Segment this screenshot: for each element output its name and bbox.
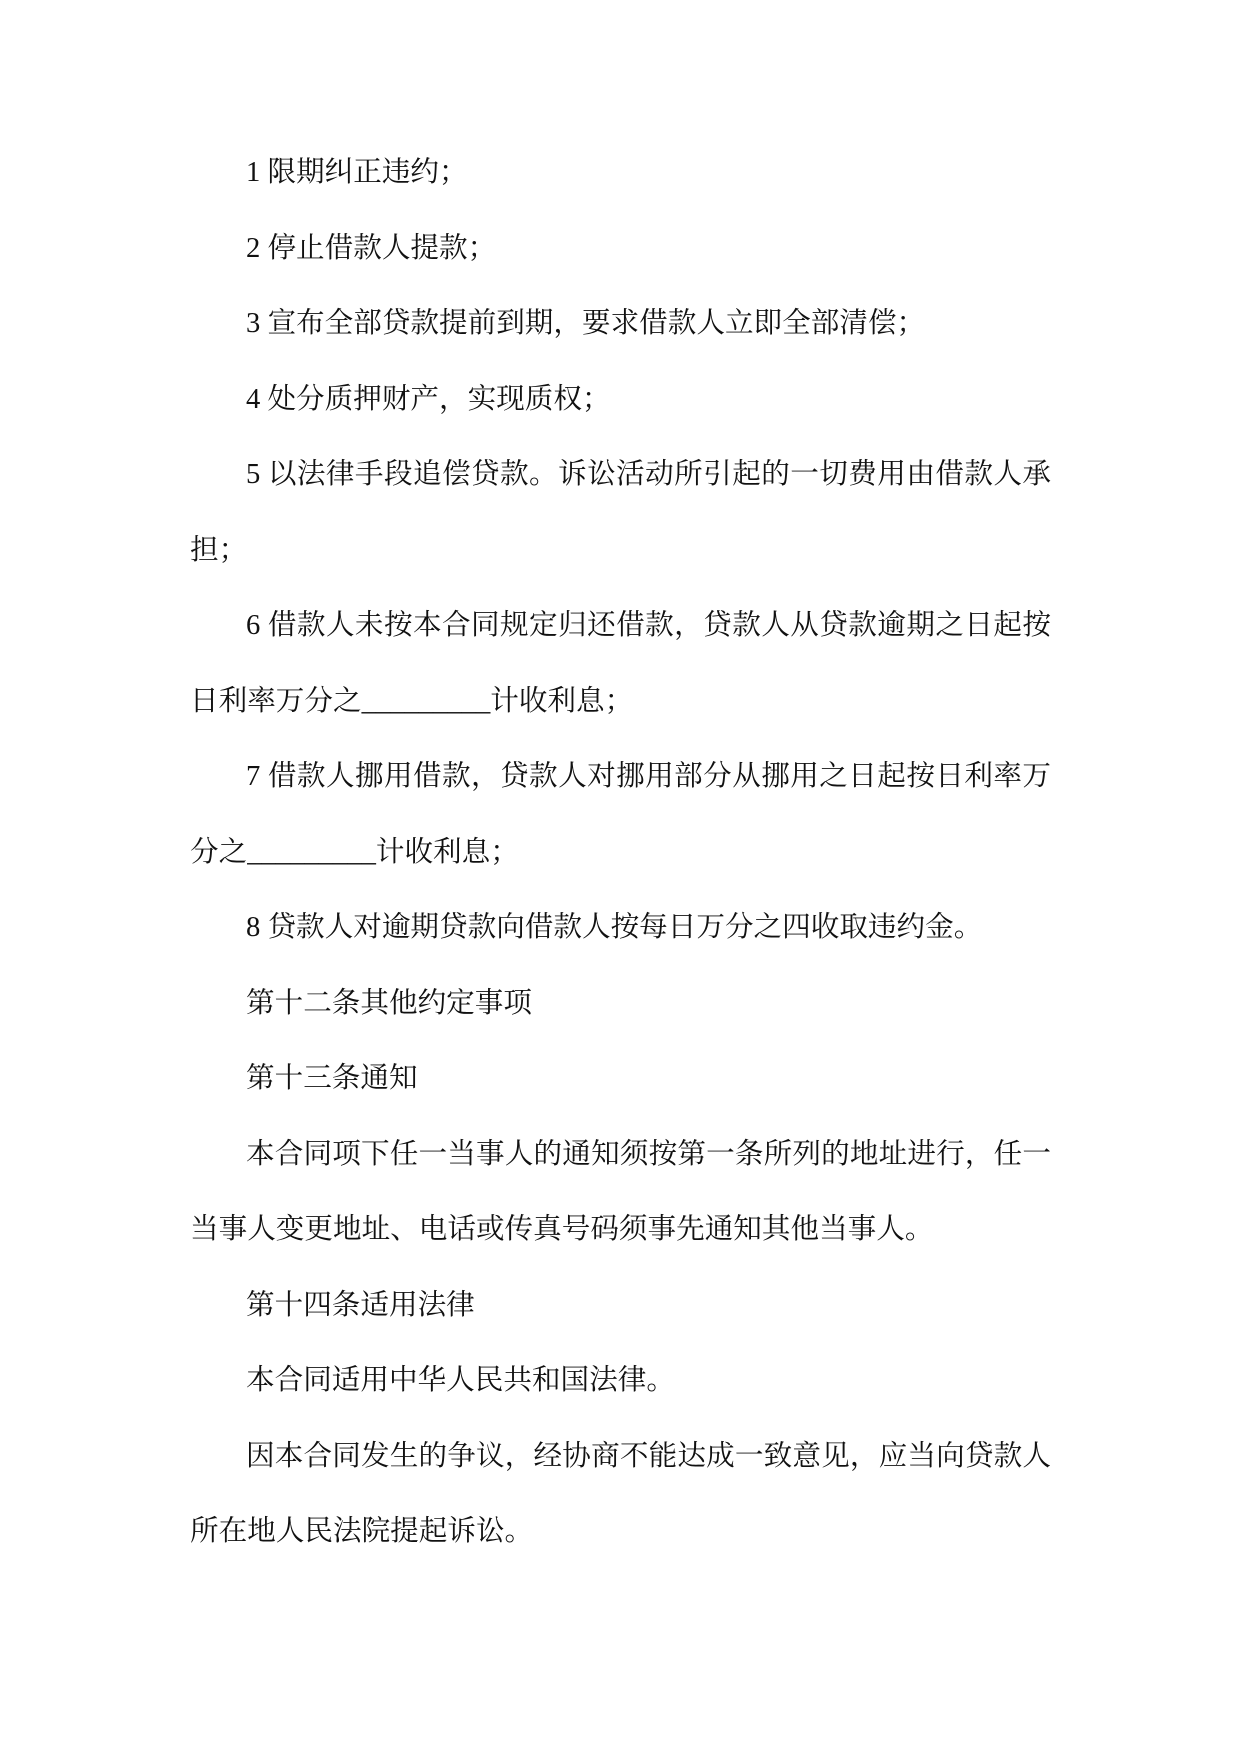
paragraph-line: 本合同项下任一当事人的通知须按第一条所列的地址进行，任一 (246, 1138, 1051, 1170)
remedy-item-5 (190, 437, 1051, 588)
article-heading: 第十四条适用法律 (246, 1289, 475, 1321)
document-body (190, 135, 1051, 1570)
remedy-item-3 (190, 286, 1051, 362)
article-14-heading (190, 1268, 1051, 1344)
paragraph-line-with-blank: 日利率万分之_________计收利息； (190, 685, 634, 717)
remedy-item-1 (190, 135, 1051, 211)
paragraph-line: 6 借款人未按本合同规定归还借款，贷款人从贷款逾期之日起按 (246, 610, 1051, 641)
article-heading: 第十三条通知 (246, 1063, 418, 1094)
paragraph-line: 3 宣布全部贷款提前到期，要求借款人立即全部清偿； (246, 308, 926, 339)
remedy-item-7 (190, 739, 1051, 890)
dispute-resolution-clause (190, 1419, 1051, 1570)
paragraph-line: 本合同适用中华人民共和国法律。 (246, 1365, 675, 1396)
paragraph-line: 担； (190, 534, 248, 566)
remedy-item-4 (190, 362, 1051, 438)
notice-clause (190, 1117, 1051, 1268)
paragraph-line: 8 贷款人对逾期贷款向借款人按每日万分之四收取违约金。 (246, 912, 983, 943)
governing-law-clause (190, 1343, 1051, 1419)
paragraph-line: 因本合同发生的争议，经协商不能达成一致意见，应当向贷款人 (246, 1440, 1051, 1472)
article-12-heading (190, 966, 1051, 1042)
remedy-item-6 (190, 588, 1051, 739)
article-13-heading (190, 1041, 1051, 1117)
article-heading: 第十二条其他约定事项 (246, 987, 532, 1019)
paragraph-line-with-blank: 分之_________计收利息； (190, 836, 519, 868)
paragraph-line: 所在地人民法院提起诉讼。 (190, 1516, 534, 1547)
remedy-item-2 (190, 211, 1051, 287)
paragraph-line: 1 限期纠正违约； (246, 157, 468, 188)
paragraph-line: 7 借款人挪用借款，贷款人对挪用部分从挪用之日起按日利率万 (246, 761, 1051, 792)
paragraph-line: 5 以法律手段追偿贷款。诉讼活动所引起的一切费用由借款人承 (246, 459, 1051, 490)
paragraph-line: 4 处分质押财产，实现质权； (246, 383, 611, 415)
paragraph-line: 2 停止借款人提款； (246, 232, 497, 264)
paragraph-line: 当事人变更地址、电话或传真号码须事先通知其他当事人。 (190, 1214, 934, 1245)
remedy-item-8 (190, 890, 1051, 966)
